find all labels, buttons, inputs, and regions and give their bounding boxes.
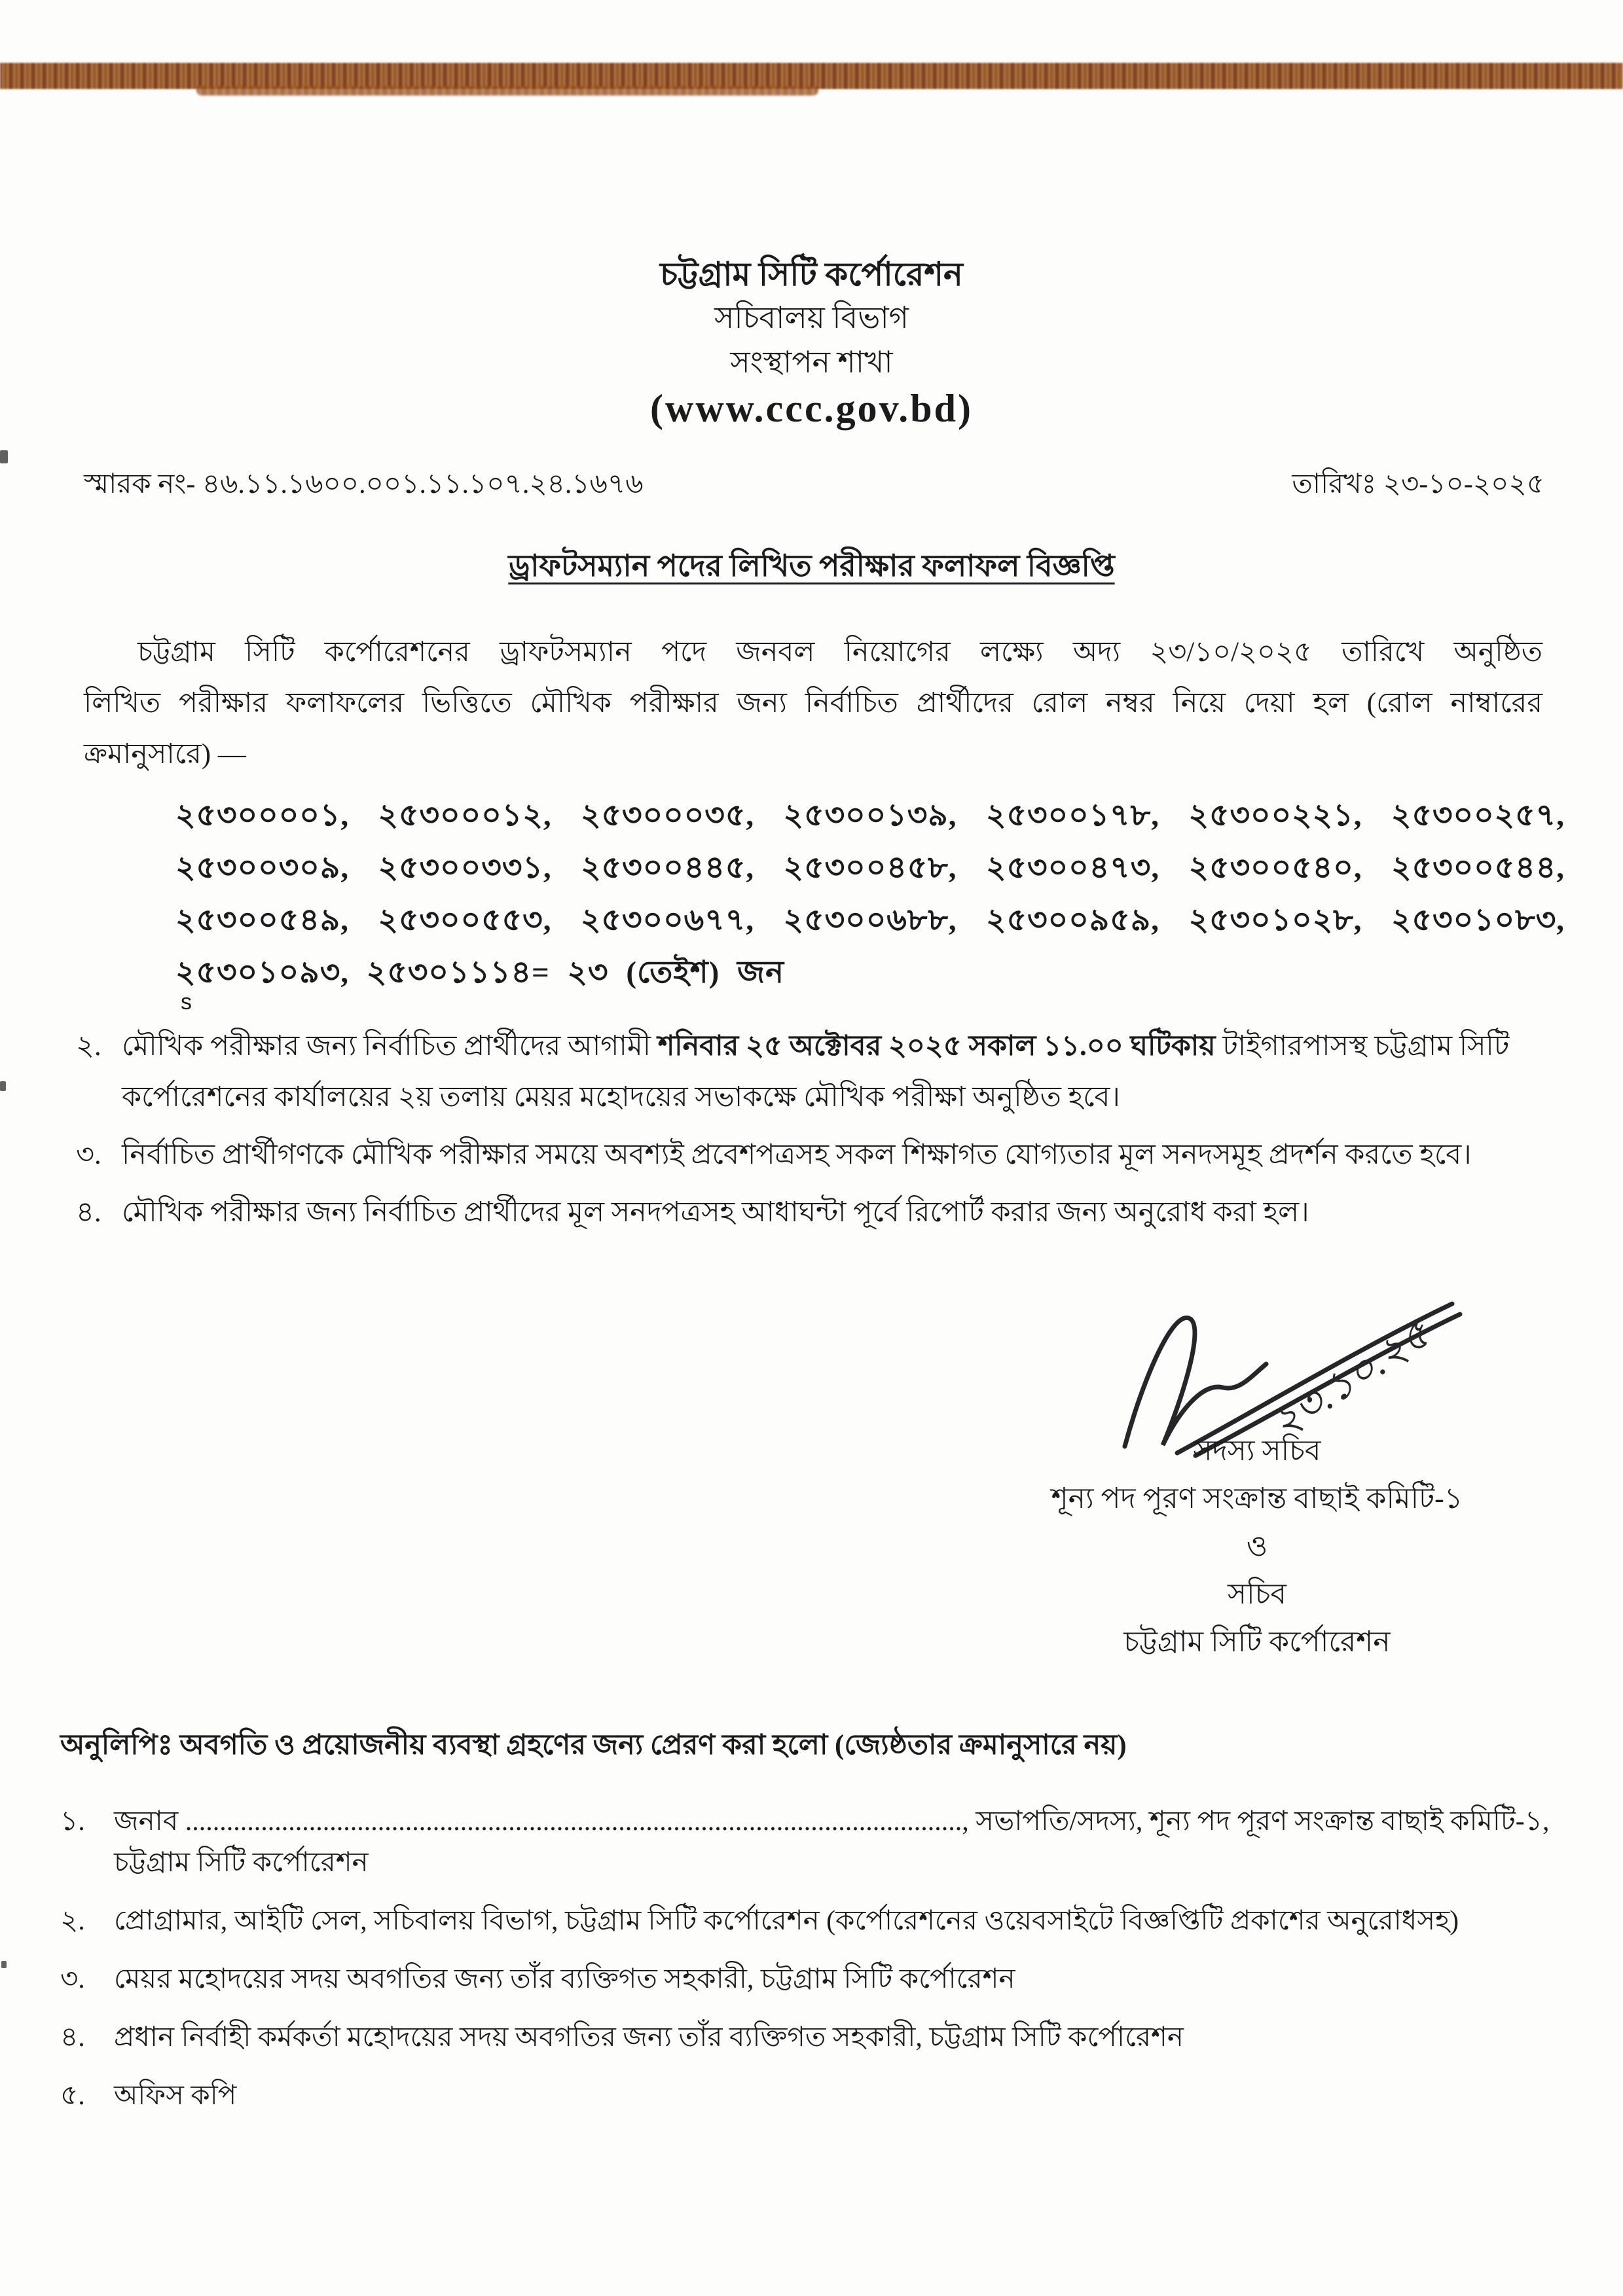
list-item-2 [76, 1021, 1550, 1123]
roll-line-4-total: ২৫৩০১০৯৩, ২৫৩০১১১৪= ২৩ (তেইশ) জন [175, 956, 785, 990]
scan-speck [0, 1081, 6, 1091]
copy-item-5 [60, 2075, 1573, 2117]
item-number: ৩. [60, 1964, 85, 1994]
copy-item-3 [60, 1959, 1573, 2000]
signatory-and: ও [1246, 1530, 1268, 1562]
signatory-org: চট্টগ্রাম সিটি কর্পোরেশন [1123, 1626, 1391, 1658]
notice-title: ড্রাফটসম্যান পদের লিখিত পরীক্ষার ফলাফল বিজ্ঞপ্তি [508, 549, 1115, 583]
item-text: মেয়র মহোদয়ের সদয় অবগতির জন্য তাঁর ব্যক্তিগত সহকারী, চট্টগ্রাম সিটি কর্পোরেশন [114, 1964, 1015, 1994]
memo-number: স্মারক নং- ৪৬.১১.১৬০০.০০১.১১.১০৭.২৪.১৬৭৬ [84, 469, 644, 499]
item-text: মৌখিক পরীক্ষার জন্য নির্বাচিত প্রার্থীদের আগামী শনিবার ২৫ অক্টোবর ২০২৫ সকাল ১১.০০ ঘটিকায় টাইগারপাসস্থ চট্টগ্রাম সিটি কর্পোরেশনের কার্যালয়ের ২য় তলায় মেয়র মহোদয়ের সভাকক্ষে মৌখিক পরীক্ষা অনুষ্ঠিত হবে। [122, 1031, 1510, 1113]
intro-line-3: ক্রমানুসারে) — [84, 739, 246, 770]
selected-roll-numbers [175, 789, 1565, 999]
scan-speck [0, 450, 8, 463]
signatory-block [943, 1427, 1571, 1666]
division-name: সচিবালয় বিভাগ [714, 301, 909, 334]
roll-line-1: ২৫৩০০০০১, ২৫৩০০০১২, ২৫৩০০০৩৫, ২৫৩০০১৩৯, ২৫৩০০১৭৮, ২৫৩০০২২১, ২৫৩০০২৫৭, [175, 798, 1565, 833]
intro-line-1: চট্টগ্রাম সিটি কর্পোরেশনের ড্রাফটসম্যান পদে জনবল নিয়োগের লক্ষ্যে অদ্য ২৩/১০/২০২৫ তারিখে অনুষ্ঠিত [137, 637, 1542, 668]
stray-scan-mark: s [181, 990, 192, 1014]
item-number: ১. [60, 1806, 85, 1837]
signatory-designation: সদস্য সচিব [1193, 1435, 1321, 1467]
roll-line-3: ২৫৩০০৫৪৯, ২৫৩০০৫৫৩, ২৫৩০০৬৭৭, ২৫৩০০৬৮৮, ২৫৩০০৯৫৯, ২৫৩০১০২৮, ২৫৩০১০৮৩, [175, 903, 1565, 937]
copy-item-4 [60, 2017, 1573, 2058]
copy-item-1 [60, 1801, 1573, 1884]
memo-date: তারিখঃ ২৩-১০-২০২৫ [1292, 469, 1544, 499]
item-number: ২. [60, 1906, 85, 1936]
distribution-list [60, 1801, 1573, 2134]
distribution-heading: অনুলিপিঃ অবগতি ও প্রয়োজনীয় ব্যবস্থা গ্রহণের জন্য প্রেরণ করা হলো (জ্যেষ্ঠতার ক্রমানুসারে নয়) [60, 1730, 1127, 1761]
list-item-3 [76, 1130, 1550, 1181]
instructions-list [76, 1021, 1550, 1245]
memo-meta-row [84, 462, 1544, 509]
scan-speck [1, 1961, 7, 1968]
copy-item-2 [60, 1901, 1573, 1942]
roll-line-2: ২৫৩০০৩০৯, ২৫৩০০৩৩১, ২৫৩০০৪৪৫, ২৫৩০০৪৫৮, ২৫৩০০৪৭৩, ২৫৩০০৫৪০, ২৫৩০০৫৪৪, [175, 851, 1565, 885]
scan-edge-artifact [0, 63, 1623, 89]
intro-line-2: লিখিত পরীক্ষার ফলাফলের ভিত্তিতে মৌখিক পরীক্ষার জন্য নির্বাচিত প্রার্থীদের রোল নম্বর নিয়ে দেয়া হল (রোল নাম্বারের [84, 688, 1542, 719]
item-number: ৪. [60, 2022, 85, 2053]
exam-datetime-bold: শনিবার ২৫ অক্টোবর ২০২৫ সকাল ১১.০০ ঘটিকায় [657, 1031, 1216, 1062]
item-text: প্রোগ্রামার, আইটি সেল, সচিবালয় বিভাগ, চট্টগ্রাম সিটি কর্পোরেশন (কর্পোরেশনের ওয়েবসাইটে বিজ্ঞপ্তিটি প্রকাশের অনুরোধসহ) [114, 1906, 1459, 1936]
signatory-committee: শূন্য পদ পূরণ সংক্রান্ত বাছাই কমিটি-১ [1051, 1482, 1463, 1515]
scan-edge-artifact-tail [196, 86, 818, 96]
item-number: ৩. [76, 1139, 101, 1170]
website-url: (www.ccc.gov.bd) [650, 387, 973, 430]
item-number: ৫. [60, 2081, 85, 2111]
letterhead [0, 253, 1623, 432]
org-name: চট্টগ্রাম সিটি কর্পোরেশন [660, 256, 963, 293]
item-text: নির্বাচিত প্রার্থীগণকে মৌখিক পরীক্ষার সময়ে অবশ্যই প্রবেশপত্রসহ সকল শিক্ষাগত যোগ্যতার মূল সনদসমূহ প্রদর্শন করতে হবে। [122, 1139, 1472, 1170]
item-text: জনাব ................................................................................................................., সভাপতি/সদস্য, শূন্য পদ পূরণ সংক্রান্ত বাছাই কমিটি-১, চট্টগ্রাম সিটি কর্পোরেশন [114, 1806, 1550, 1878]
item-text: প্রধান নির্বাহী কর্মকর্তা মহোদয়ের সদয় অবগতির জন্য তাঁর ব্যক্তিগত সহকারী, চট্টগ্রাম সিটি কর্পোরেশন [114, 2022, 1184, 2053]
item-text: অফিস কপি [114, 2081, 237, 2111]
item-number: ৪. [76, 1197, 101, 1228]
item-number: ২. [76, 1031, 101, 1062]
intro-paragraph [84, 627, 1542, 780]
item-text: মৌখিক পরীক্ষার জন্য নির্বাচিত প্রার্থীদের মূল সনদপত্রসহ আধাঘন্টা পূর্বে রিপোর্ট করার জন্য অনুরোধ করা হল। [122, 1197, 1309, 1228]
list-item-4 [76, 1187, 1550, 1238]
branch-name: সংস্থাপন শাখা [730, 346, 893, 379]
signature-date: ২৩.১০.২৫ [1264, 1312, 1438, 1446]
signatory-secretary: সচিব [1228, 1578, 1286, 1610]
